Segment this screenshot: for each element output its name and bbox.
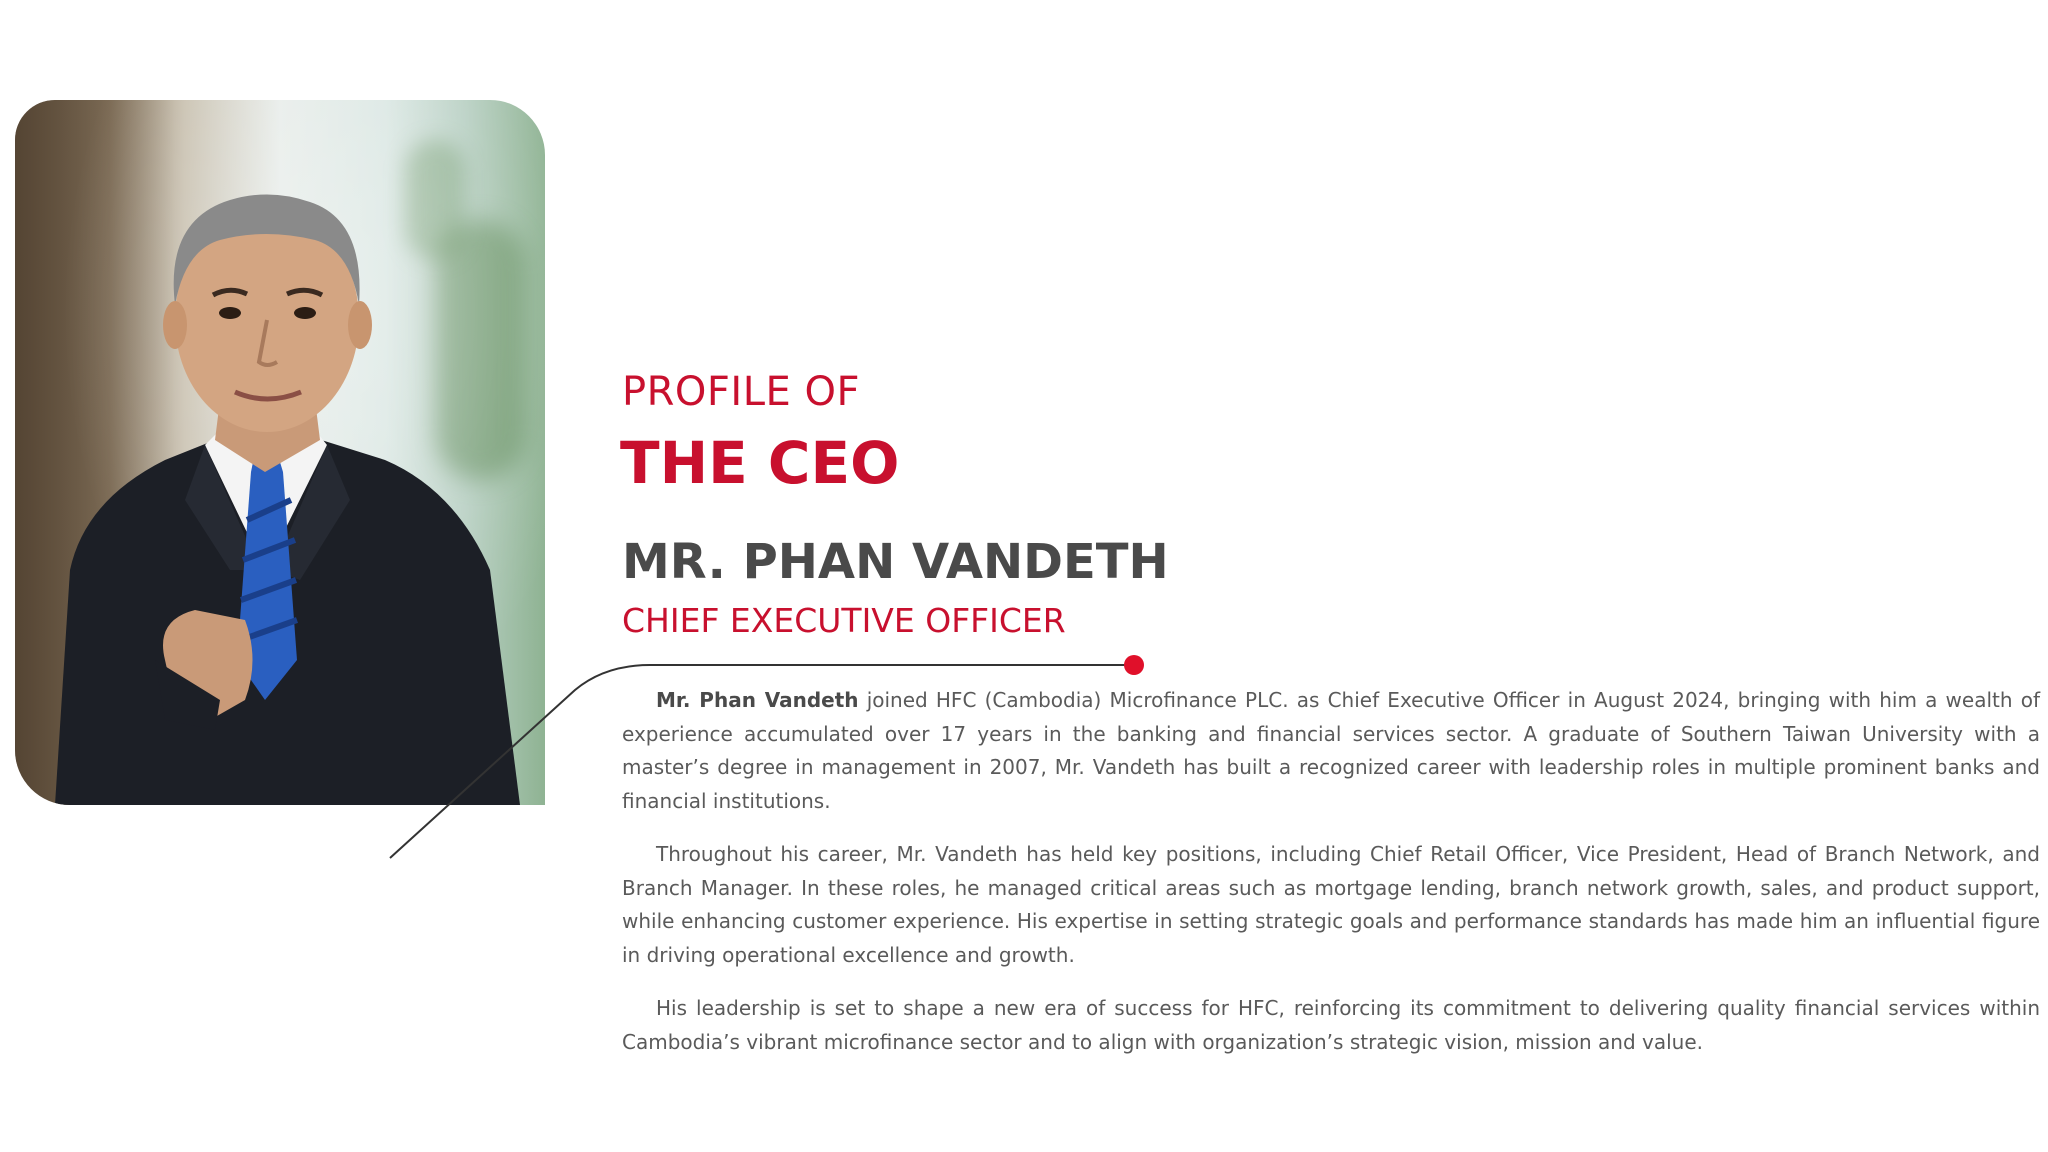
section-heading: THE CEO xyxy=(620,429,900,497)
ceo-name: MR. PHAN VANDETH xyxy=(622,534,1169,590)
ceo-portrait-photo xyxy=(15,100,545,805)
section-kicker: PROFILE OF xyxy=(622,369,860,415)
bio-paragraph-3: His leadership is set to shape a new era of success for HFC, reinforcing its commitment to delivering quality financial services within Cambodia’s vibrant microfinance sector and to align with organization’s strategic vision, mission and value. xyxy=(622,996,2040,1054)
bio-paragraph-1-text: joined HFC (Cambodia) Microfinance PLC. as Chief Executive Officer in August 2024, bringing with him a wealth of experience accumulated over 17 years in the banking and financial services sector. A graduate of Southern Taiwan University with a master’s degree in management in 2007, Mr. Vandeth has built a recognized career with leadership roles in multiple prominent banks and financial institutions. xyxy=(622,688,2040,813)
ceo-figure-illustration xyxy=(15,100,545,805)
bio-paragraph-2: Throughout his career, Mr. Vandeth has held key positions, including Chief Retail Officer, Vice President, Head of Branch Network, and Branch Manager. In these roles, he managed critical areas such as mortgage lending, branch network growth, sales, and product support, while enhancing customer experience. His expertise in setting strategic goals and performance standards has made him an influential figure in driving operational excellence and growth. xyxy=(622,842,2040,967)
ceo-biography xyxy=(622,684,2040,1079)
bio-lead-name: Mr. Phan Vandeth xyxy=(656,688,859,712)
bio-paragraph-1 xyxy=(622,684,2040,818)
ceo-role: CHIEF EXECUTIVE OFFICER xyxy=(622,601,1066,640)
connector-dot xyxy=(1124,655,1144,675)
